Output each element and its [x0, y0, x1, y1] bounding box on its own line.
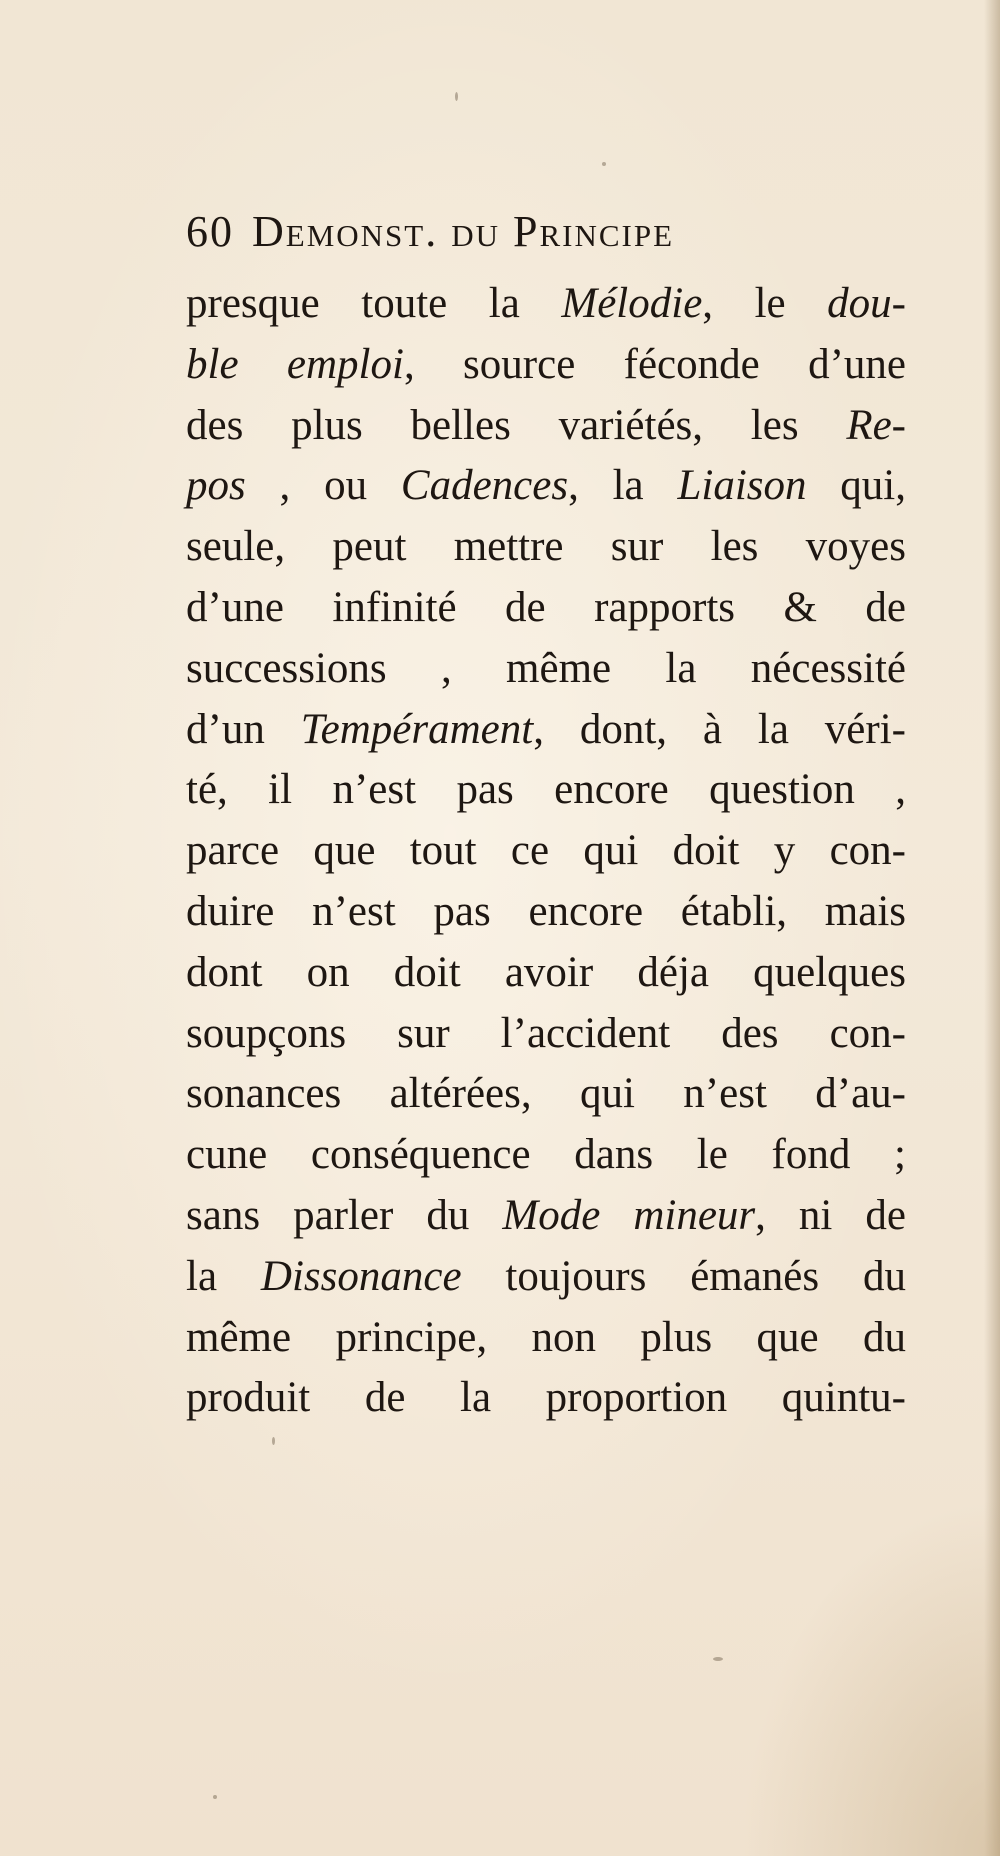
text-line [186, 1064, 906, 1125]
text-run: d’un [186, 705, 301, 753]
text-line [186, 578, 906, 639]
text-run: la [186, 1252, 261, 1300]
page-number: 60 [186, 207, 234, 256]
text-run: d’une infinité de rapports & de [186, 583, 906, 631]
text-run: , le [702, 280, 828, 327]
italic-term: Mode mineur [502, 1191, 756, 1239]
text-run: des plus belles variétés, les [186, 401, 847, 449]
text-run: qui, [806, 462, 906, 510]
text-line [186, 943, 906, 1004]
text-line [186, 1004, 906, 1065]
text-run: même principe, non plus que du [186, 1313, 906, 1361]
text-line [186, 1247, 906, 1308]
text-run: seule, peut mettre sur les voyes [186, 523, 906, 571]
text-line [186, 456, 906, 517]
text-run: soupçons sur l’accident des con- [186, 1009, 906, 1057]
text-run: presque toute la [186, 280, 562, 327]
text-line [186, 335, 906, 396]
text-run: sans parler du [186, 1191, 503, 1239]
text-run: , la [568, 462, 678, 510]
text-run: , dont, à la véri- [533, 705, 906, 753]
text-run: , source féconde d’une [403, 340, 906, 388]
italic-term: Dissonance [260, 1252, 462, 1300]
paper-speck [213, 1795, 217, 1799]
italic-term: Cadences [400, 462, 569, 510]
italic-term: Liaison [677, 462, 807, 510]
text-line [186, 882, 906, 943]
text-run: duire n’est pas encore établi, mais [186, 887, 906, 935]
text-line [186, 760, 906, 821]
text-run: sonances altérées, qui n’est d’au- [186, 1070, 906, 1118]
text-run: , ou [245, 462, 401, 510]
paper-speck [713, 1657, 723, 1661]
text-line [186, 639, 906, 700]
body-text [186, 274, 906, 1429]
text-run: parce que tout ce qui doit y con- [186, 827, 906, 875]
text-line [186, 274, 906, 335]
text-line [186, 700, 906, 761]
italic-term: ble emploi [186, 340, 404, 388]
text-line [186, 1308, 906, 1369]
page-corner-stain [740, 1496, 1000, 1856]
text-line [186, 1186, 906, 1247]
italic-term: Tempérament [300, 705, 534, 753]
italic-term: Mélodie [561, 280, 703, 327]
running-header [186, 206, 826, 257]
italic-term: dou- [827, 280, 906, 327]
running-title: Demonst. du Principe [252, 207, 675, 256]
paper-speck [455, 92, 458, 101]
italic-term: pos [186, 462, 246, 510]
text-line [186, 821, 906, 882]
text-run: , ni de [755, 1191, 906, 1239]
text-run: cune conséquence dans le fond ; [186, 1131, 906, 1179]
paper-speck [602, 162, 606, 166]
text-run: té, il n’est pas encore question , [186, 766, 906, 814]
text-line [186, 396, 906, 457]
paper-speck [272, 1437, 275, 1445]
text-line [186, 517, 906, 578]
text-line [186, 1368, 906, 1429]
text-run: dont on doit avoir déja quelques [186, 948, 906, 996]
text-run: produit de la proportion quintu- [186, 1374, 906, 1422]
text-run: successions , même la nécessité [186, 644, 906, 692]
text-line [186, 1125, 906, 1186]
italic-term: Re- [846, 401, 906, 449]
text-run: toujours émanés du [461, 1252, 906, 1300]
